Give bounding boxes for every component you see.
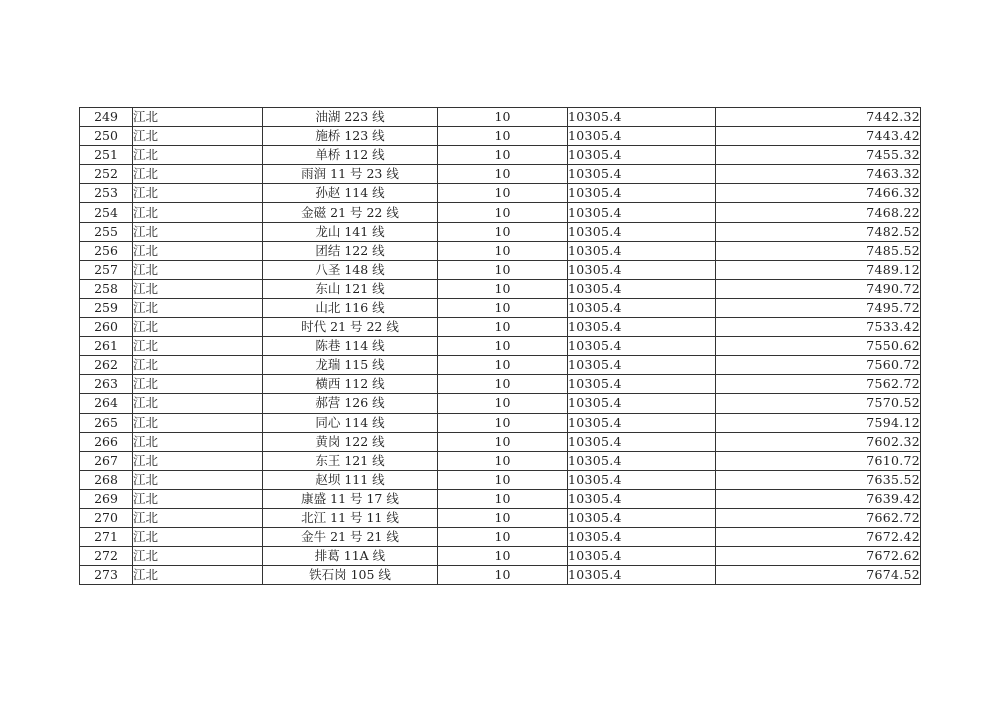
area-cell: 江北 — [133, 203, 263, 222]
line-name-cell: 康盛 11 号 17 线 — [263, 489, 438, 508]
line-name-cell: 油湖 223 线 — [263, 108, 438, 127]
row-index: 267 — [80, 451, 133, 470]
reference-value-cell: 10305.4 — [568, 375, 716, 394]
area-cell: 江北 — [133, 241, 263, 260]
voltage-cell: 10 — [438, 375, 568, 394]
line-name-cell: 团结 122 线 — [263, 241, 438, 260]
table-row — [80, 451, 921, 470]
voltage-cell: 10 — [438, 547, 568, 566]
line-name-cell: 时代 21 号 22 线 — [263, 318, 438, 337]
table-row — [80, 413, 921, 432]
value-cell: 7594.12 — [716, 413, 921, 432]
area-cell: 江北 — [133, 508, 263, 527]
row-index: 256 — [80, 241, 133, 260]
area-cell: 江北 — [133, 432, 263, 451]
reference-value-cell: 10305.4 — [568, 108, 716, 127]
reference-value-cell: 10305.4 — [568, 413, 716, 432]
reference-value-cell: 10305.4 — [568, 203, 716, 222]
voltage-cell: 10 — [438, 279, 568, 298]
area-cell: 江北 — [133, 318, 263, 337]
row-index: 252 — [80, 165, 133, 184]
table-row — [80, 356, 921, 375]
area-cell: 江北 — [133, 108, 263, 127]
row-index: 270 — [80, 508, 133, 527]
value-cell: 7468.22 — [716, 203, 921, 222]
row-index: 260 — [80, 318, 133, 337]
line-name-cell: 赵坝 111 线 — [263, 470, 438, 489]
area-cell: 江北 — [133, 184, 263, 203]
reference-value-cell: 10305.4 — [568, 547, 716, 566]
value-cell: 7482.52 — [716, 222, 921, 241]
voltage-cell: 10 — [438, 528, 568, 547]
voltage-cell: 10 — [438, 127, 568, 146]
value-cell: 7550.62 — [716, 337, 921, 356]
table-row — [80, 489, 921, 508]
table-row — [80, 394, 921, 413]
row-index: 254 — [80, 203, 133, 222]
area-cell: 江北 — [133, 375, 263, 394]
reference-value-cell: 10305.4 — [568, 508, 716, 527]
data-table — [79, 107, 921, 585]
row-index: 272 — [80, 547, 133, 566]
row-index: 262 — [80, 356, 133, 375]
voltage-cell: 10 — [438, 356, 568, 375]
table-row — [80, 127, 921, 146]
table-row — [80, 279, 921, 298]
area-cell: 江北 — [133, 222, 263, 241]
row-index: 263 — [80, 375, 133, 394]
line-name-cell: 北江 11 号 11 线 — [263, 508, 438, 527]
reference-value-cell: 10305.4 — [568, 470, 716, 489]
line-name-cell: 单桥 112 线 — [263, 146, 438, 165]
voltage-cell: 10 — [438, 241, 568, 260]
row-index: 266 — [80, 432, 133, 451]
area-cell: 江北 — [133, 489, 263, 508]
reference-value-cell: 10305.4 — [568, 318, 716, 337]
area-cell: 江北 — [133, 547, 263, 566]
reference-value-cell: 10305.4 — [568, 528, 716, 547]
line-name-cell: 金磁 21 号 22 线 — [263, 203, 438, 222]
voltage-cell: 10 — [438, 146, 568, 165]
row-index: 249 — [80, 108, 133, 127]
table-body — [80, 108, 921, 585]
value-cell: 7672.42 — [716, 528, 921, 547]
table-row — [80, 318, 921, 337]
value-cell: 7635.52 — [716, 470, 921, 489]
reference-value-cell: 10305.4 — [568, 260, 716, 279]
area-cell: 江北 — [133, 279, 263, 298]
row-index: 253 — [80, 184, 133, 203]
reference-value-cell: 10305.4 — [568, 298, 716, 317]
reference-value-cell: 10305.4 — [568, 279, 716, 298]
voltage-cell: 10 — [438, 451, 568, 470]
value-cell: 7495.72 — [716, 298, 921, 317]
table-row — [80, 432, 921, 451]
line-name-cell: 雨润 11 号 23 线 — [263, 165, 438, 184]
voltage-cell: 10 — [438, 298, 568, 317]
value-cell: 7466.32 — [716, 184, 921, 203]
voltage-cell: 10 — [438, 413, 568, 432]
value-cell: 7442.32 — [716, 108, 921, 127]
row-index: 258 — [80, 279, 133, 298]
table-row — [80, 146, 921, 165]
row-index: 268 — [80, 470, 133, 489]
area-cell: 江北 — [133, 566, 263, 585]
reference-value-cell: 10305.4 — [568, 337, 716, 356]
voltage-cell: 10 — [438, 566, 568, 585]
table-row — [80, 222, 921, 241]
area-cell: 江北 — [133, 127, 263, 146]
table-row — [80, 337, 921, 356]
table-row — [80, 241, 921, 260]
row-index: 264 — [80, 394, 133, 413]
reference-value-cell: 10305.4 — [568, 566, 716, 585]
reference-value-cell: 10305.4 — [568, 432, 716, 451]
value-cell: 7533.42 — [716, 318, 921, 337]
line-name-cell: 郝营 126 线 — [263, 394, 438, 413]
reference-value-cell: 10305.4 — [568, 489, 716, 508]
line-name-cell: 八圣 148 线 — [263, 260, 438, 279]
table-row — [80, 470, 921, 489]
table-row — [80, 260, 921, 279]
reference-value-cell: 10305.4 — [568, 356, 716, 375]
value-cell: 7489.12 — [716, 260, 921, 279]
voltage-cell: 10 — [438, 508, 568, 527]
table-row — [80, 375, 921, 394]
voltage-cell: 10 — [438, 318, 568, 337]
line-name-cell: 黄岗 122 线 — [263, 432, 438, 451]
value-cell: 7674.52 — [716, 566, 921, 585]
row-index: 271 — [80, 528, 133, 547]
voltage-cell: 10 — [438, 203, 568, 222]
area-cell: 江北 — [133, 146, 263, 165]
row-index: 257 — [80, 260, 133, 279]
reference-value-cell: 10305.4 — [568, 451, 716, 470]
area-cell: 江北 — [133, 298, 263, 317]
table-row — [80, 165, 921, 184]
row-index: 250 — [80, 127, 133, 146]
reference-value-cell: 10305.4 — [568, 127, 716, 146]
row-index: 269 — [80, 489, 133, 508]
row-index: 255 — [80, 222, 133, 241]
value-cell: 7443.42 — [716, 127, 921, 146]
voltage-cell: 10 — [438, 432, 568, 451]
row-index: 261 — [80, 337, 133, 356]
line-name-cell: 龙瑞 115 线 — [263, 356, 438, 375]
line-name-cell: 东山 121 线 — [263, 279, 438, 298]
area-cell: 江北 — [133, 470, 263, 489]
value-cell: 7602.32 — [716, 432, 921, 451]
line-name-cell: 孙赵 114 线 — [263, 184, 438, 203]
table-row — [80, 566, 921, 585]
reference-value-cell: 10305.4 — [568, 222, 716, 241]
table-row — [80, 298, 921, 317]
line-name-cell: 陈巷 114 线 — [263, 337, 438, 356]
value-cell: 7610.72 — [716, 451, 921, 470]
voltage-cell: 10 — [438, 184, 568, 203]
reference-value-cell: 10305.4 — [568, 394, 716, 413]
voltage-cell: 10 — [438, 470, 568, 489]
value-cell: 7560.72 — [716, 356, 921, 375]
voltage-cell: 10 — [438, 108, 568, 127]
value-cell: 7455.32 — [716, 146, 921, 165]
value-cell: 7639.42 — [716, 489, 921, 508]
area-cell: 江北 — [133, 528, 263, 547]
value-cell: 7490.72 — [716, 279, 921, 298]
area-cell: 江北 — [133, 260, 263, 279]
row-index: 251 — [80, 146, 133, 165]
value-cell: 7463.32 — [716, 165, 921, 184]
row-index: 259 — [80, 298, 133, 317]
table-row — [80, 184, 921, 203]
voltage-cell: 10 — [438, 337, 568, 356]
voltage-cell: 10 — [438, 222, 568, 241]
line-name-cell: 排葛 11A 线 — [263, 547, 438, 566]
table-row — [80, 508, 921, 527]
line-name-cell: 施桥 123 线 — [263, 127, 438, 146]
line-name-cell: 横西 112 线 — [263, 375, 438, 394]
area-cell: 江北 — [133, 337, 263, 356]
area-cell: 江北 — [133, 394, 263, 413]
row-index: 273 — [80, 566, 133, 585]
value-cell: 7570.52 — [716, 394, 921, 413]
value-cell: 7562.72 — [716, 375, 921, 394]
reference-value-cell: 10305.4 — [568, 146, 716, 165]
value-cell: 7662.72 — [716, 508, 921, 527]
area-cell: 江北 — [133, 165, 263, 184]
voltage-cell: 10 — [438, 165, 568, 184]
line-name-cell: 山北 116 线 — [263, 298, 438, 317]
reference-value-cell: 10305.4 — [568, 165, 716, 184]
table-row — [80, 547, 921, 566]
voltage-cell: 10 — [438, 489, 568, 508]
line-name-cell: 铁石岗 105 线 — [263, 566, 438, 585]
table-row — [80, 108, 921, 127]
area-cell: 江北 — [133, 356, 263, 375]
area-cell: 江北 — [133, 413, 263, 432]
reference-value-cell: 10305.4 — [568, 241, 716, 260]
value-cell: 7485.52 — [716, 241, 921, 260]
table-row — [80, 203, 921, 222]
reference-value-cell: 10305.4 — [568, 184, 716, 203]
row-index: 265 — [80, 413, 133, 432]
value-cell: 7672.62 — [716, 547, 921, 566]
voltage-cell: 10 — [438, 260, 568, 279]
voltage-cell: 10 — [438, 394, 568, 413]
line-name-cell: 东王 121 线 — [263, 451, 438, 470]
area-cell: 江北 — [133, 451, 263, 470]
table-row — [80, 528, 921, 547]
line-name-cell: 龙山 141 线 — [263, 222, 438, 241]
line-name-cell: 同心 114 线 — [263, 413, 438, 432]
line-name-cell: 金牛 21 号 21 线 — [263, 528, 438, 547]
